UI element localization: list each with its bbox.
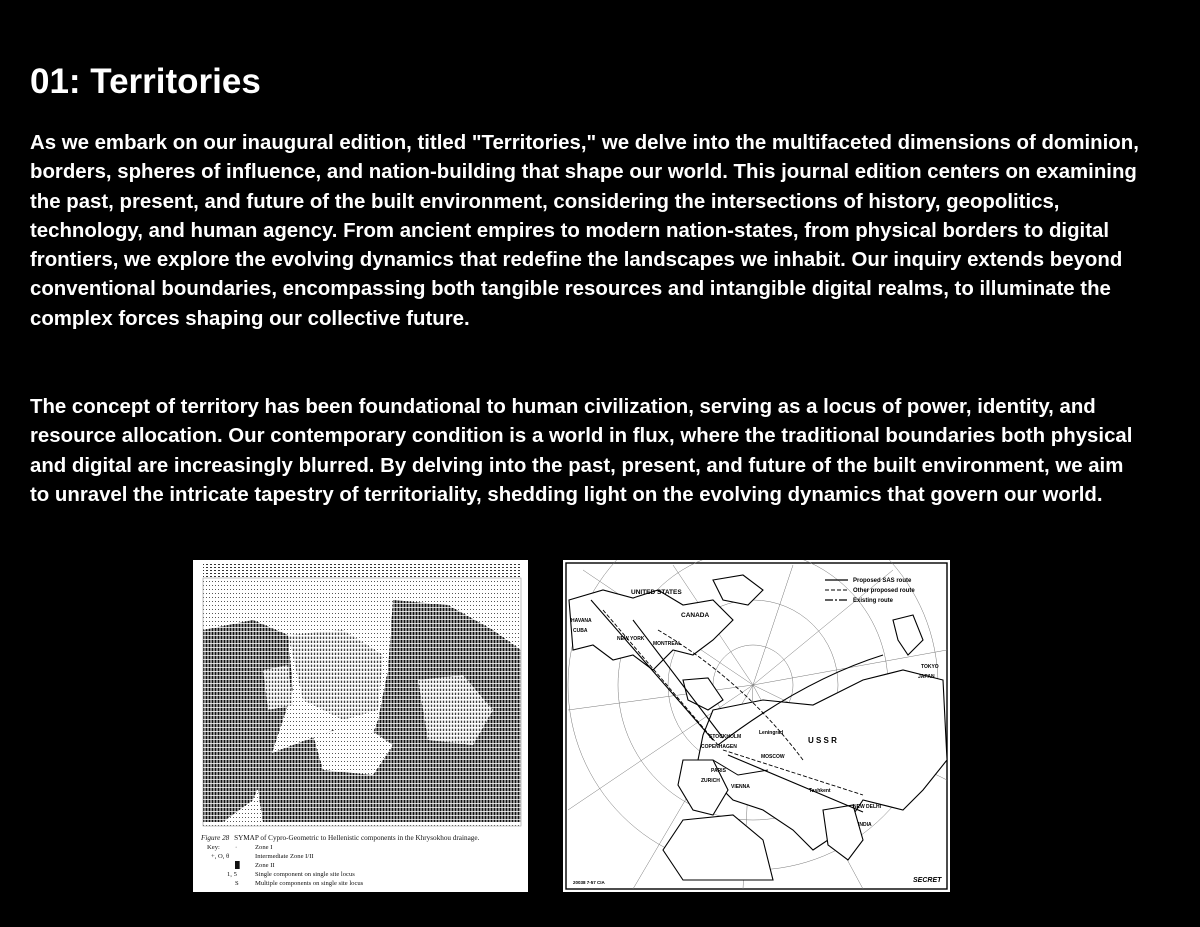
- page-note: 20038 7-57 CIA: [573, 880, 605, 885]
- route-map-image: [563, 560, 950, 892]
- label-paris: PARIS: [711, 768, 726, 774]
- symap-key-symbol: ·: [235, 844, 238, 851]
- legend-other-proposed: Other proposed route: [853, 588, 915, 594]
- page-title: 01: Territories: [30, 62, 261, 101]
- label-vienna: VIENNA: [731, 784, 750, 790]
- label-cuba: CUBA: [573, 628, 588, 634]
- label-leningrad: Leningrad: [759, 730, 784, 736]
- label-japan: JAPAN: [918, 674, 935, 680]
- symap-key-label: Key:: [207, 844, 220, 851]
- label-new-york: NEW YORK: [617, 636, 645, 642]
- label-india: INDIA: [858, 822, 872, 828]
- label-copenhagen: COPENHAGEN: [701, 744, 737, 750]
- secret-stamp: SECRET: [913, 877, 942, 884]
- symap-key-symbol: S: [235, 880, 239, 887]
- label-ussr: U S S R: [808, 736, 837, 745]
- symap-key-symbol: 1, 5: [227, 871, 237, 878]
- symap-key-text: Single component on single site locus: [255, 871, 355, 878]
- label-montreal: MONTREAL: [653, 641, 682, 647]
- symap-key-symbol: █: [235, 862, 240, 869]
- symap-key-text: Multiple components on single site locus: [255, 880, 364, 887]
- symap-figure: [193, 560, 528, 892]
- label-stockholm: STOCKHOLM: [709, 734, 742, 740]
- symap-caption-text: SYMAP of Cypro-Geometric to Hellenistic components in the Khrysokhou drainage.: [234, 834, 480, 842]
- label-new-delhi: NEW DELHI: [853, 804, 882, 810]
- territory-paragraph: The concept of territory has been foundational to human civilization, serving as a locus of power, identity, and resource allocation. Our contemporary condition is a world in flux, where the traditional boundaries both physical and digital are increasingly blurred. By delving into the past, present, and future of the built environment, we aim to unravel the intricate tapestry of territoriality, shedding light on the evolving dynamics that govern our world.: [30, 396, 1133, 506]
- label-havana: HAVANA: [571, 618, 592, 624]
- legend-existing: Existing route: [853, 598, 894, 604]
- symap-key-symbol: +, O, θ: [211, 853, 230, 860]
- symap-key-text: Intermediate Zone I/II: [255, 853, 314, 860]
- symap-caption-label: Figure 28: [201, 834, 230, 842]
- label-zurich: ZURICH: [701, 778, 720, 784]
- label-tokyo: TOKYO: [921, 664, 939, 670]
- intro-paragraph: As we embark on our inaugural edition, titled "Territories," we delve into the multifaceted dimensions of dominion, borders, spheres of influence, and nation-building that shape our world. This journal edition centers on examining the past, present, and future of the built environment, considering the intersections of history, geopolitics, technology, and human agency. From ancient empires to modern nation-states, from physical borders to digital frontiers, we explore the evolving dynamics that redefine the landscapes we inhabit. Our inquiry extends beyond conventional boundaries, encompassing both tangible resources and intangible digital realms, to illuminate the complex forces shaping our collective future.: [30, 132, 1139, 330]
- legend-proposed-sas: Proposed SAS route: [853, 578, 912, 584]
- symap-image: [193, 560, 528, 892]
- label-united-states: UNITED STATES: [631, 589, 682, 596]
- symap-key-text: Zone II: [255, 862, 275, 869]
- svg-text:Figure 28 SYMAP of Cypro: [200, 834, 480, 842]
- label-canada: CANADA: [681, 612, 710, 619]
- symap-key-text: Zone I: [255, 844, 273, 851]
- label-tashkent: Tashkent: [809, 788, 831, 794]
- label-moscow: MOSCOW: [761, 754, 785, 760]
- route-map-figure: [563, 560, 950, 892]
